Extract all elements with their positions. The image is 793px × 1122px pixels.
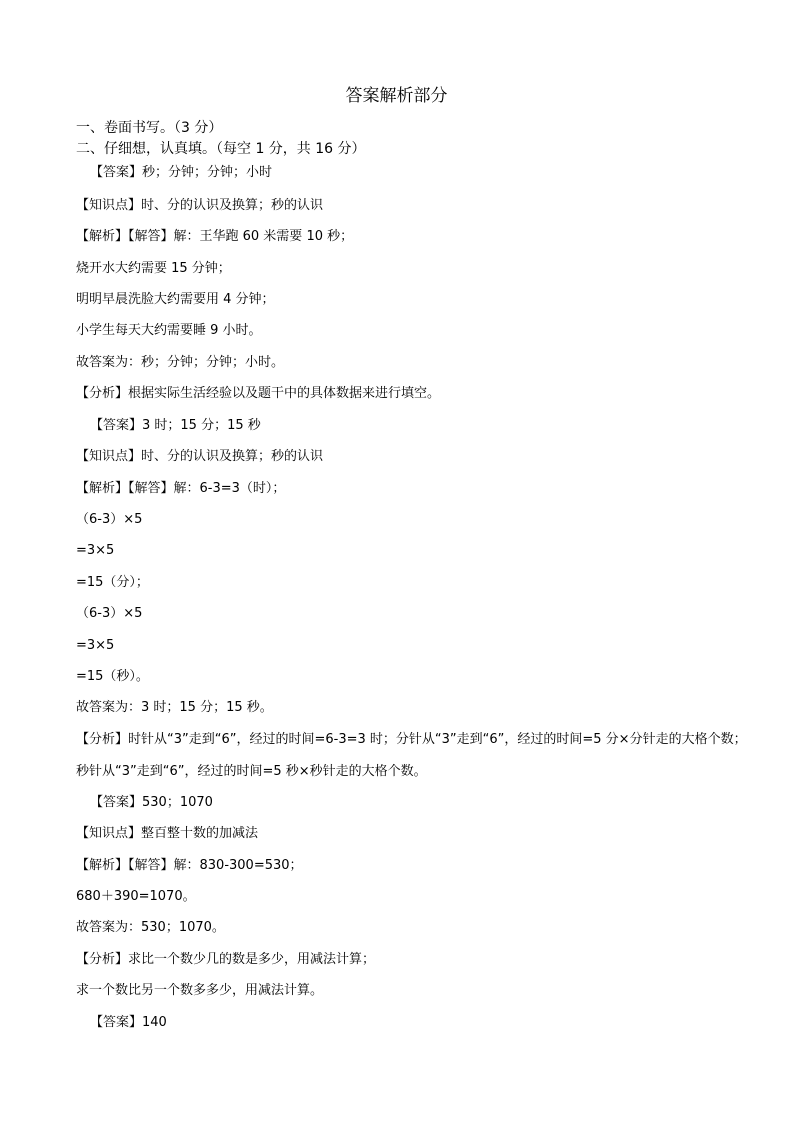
analysis-line: 【解析】【解答】解：830-300=530； bbox=[76, 858, 303, 873]
text-line: 烧开水大约需要 15 分钟； bbox=[76, 261, 231, 276]
answer-line: 【答案】秒；分钟；分钟；小时 bbox=[90, 165, 273, 180]
text-line: 求一个数比另一个数多多少，用减法计算。 bbox=[76, 983, 324, 998]
text-line: 故答案为：530；1070。 bbox=[76, 920, 225, 935]
section-heading-2: 二、仔细想，认真填。（每空 1 分，共 16 分） bbox=[76, 141, 366, 157]
formula-line: =15（秒）。 bbox=[76, 669, 149, 684]
formula-line: =3×5 bbox=[76, 638, 115, 653]
answer-line: 【答案】140 bbox=[90, 1015, 167, 1030]
formula-line: =15（分）； bbox=[76, 575, 149, 590]
analysis-line: 【解析】【解答】解：6-3=3（时）； bbox=[76, 481, 286, 496]
knowledge-line: 【知识点】时、分的认识及换算；秒的认识 bbox=[76, 449, 324, 464]
analysis-line: 【解析】【解答】解：王华跑 60 米需要 10 秒； bbox=[76, 229, 354, 244]
formula-line: （6-3）×5 bbox=[76, 606, 143, 621]
text-line: 故答案为：3 时；15 分；15 秒。 bbox=[76, 700, 273, 715]
section-heading-1: 一、卷面书写。（3 分） bbox=[76, 120, 223, 136]
explanation-line: 【分析】根据实际生活经验以及题干中的具体数据来进行填空。 bbox=[76, 386, 441, 401]
text-line: 小学生每天大约需要睡 9 小时。 bbox=[76, 323, 262, 338]
explanation-line: 【分析】时针从“3”走到“6”，经过的时间=6-3=3 时；分针从“3”走到“6”，经过的时间=5 分×分针走的大格个数；秒针从“3”走到“6”，经过的时间=5 秒×秒针走的大格个数。 bbox=[76, 732, 747, 779]
text-line: 明明早晨洗脸大约需要用 4 分钟； bbox=[76, 292, 275, 307]
text-line: 故答案为：秒；分钟；分钟；小时。 bbox=[76, 355, 285, 370]
answer-line: 【答案】3 时；15 分；15 秒 bbox=[90, 418, 261, 433]
knowledge-line: 【知识点】整百整十数的加减法 bbox=[76, 826, 259, 841]
knowledge-line: 【知识点】时、分的认识及换算；秒的认识 bbox=[76, 198, 324, 213]
formula-line: 680＋390=1070。 bbox=[76, 889, 196, 904]
answer-line: 【答案】530；1070 bbox=[90, 795, 213, 810]
page-title: 答案解析部分 bbox=[345, 86, 448, 106]
formula-line: （6-3）×5 bbox=[76, 512, 143, 527]
formula-line: =3×5 bbox=[76, 543, 115, 558]
explanation-line: 【分析】求比一个数少几的数是多少，用减法计算； bbox=[76, 952, 376, 967]
